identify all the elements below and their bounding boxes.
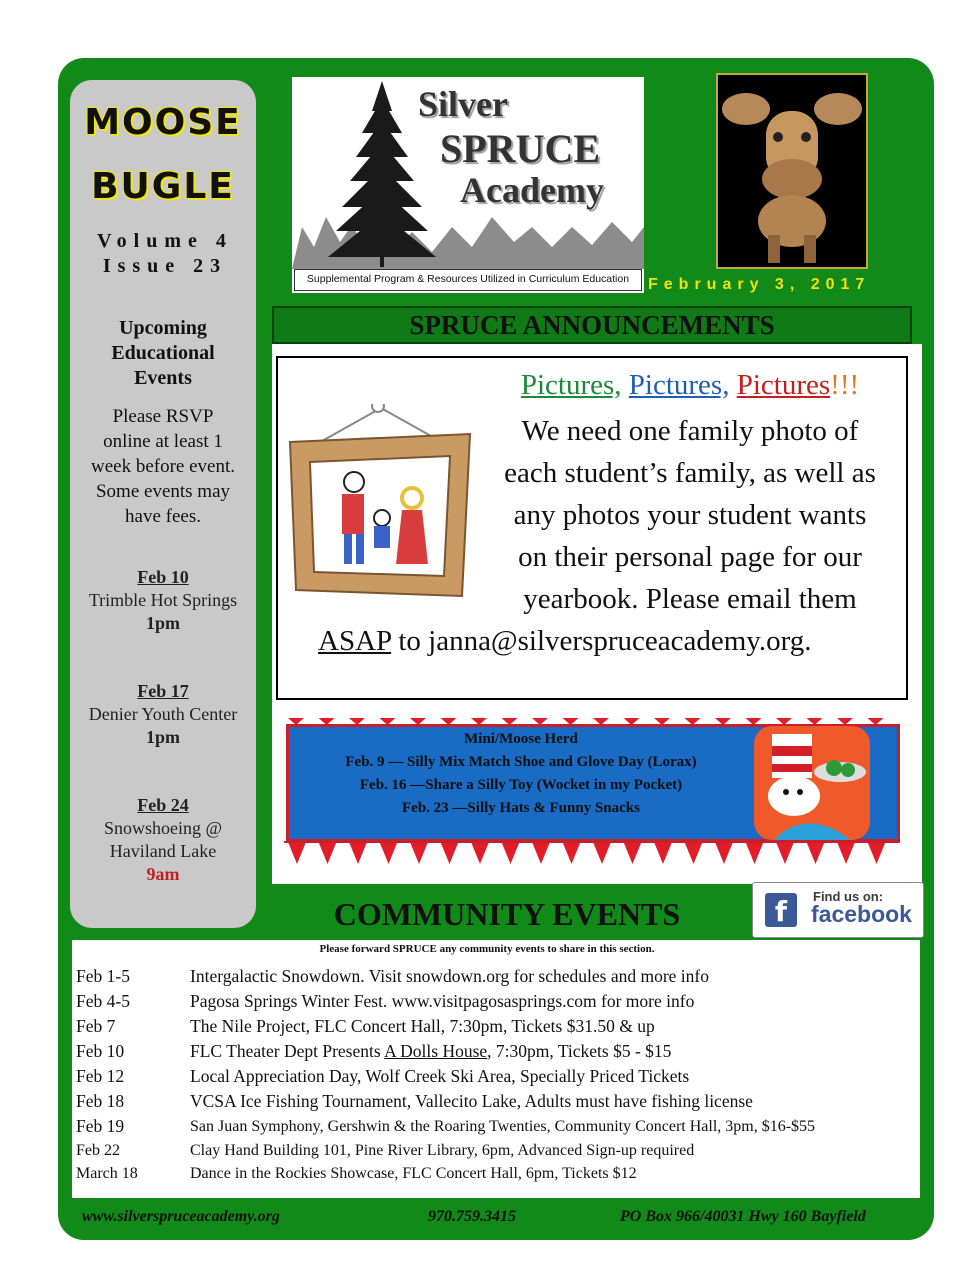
bunting-flag xyxy=(563,842,581,864)
bunting-flag xyxy=(746,842,764,864)
sidebar-event xyxy=(70,680,256,749)
moose-photo xyxy=(716,73,868,269)
bunting-flag xyxy=(685,842,703,864)
community-note: Please forward SPRUCE any community events to share in this section. xyxy=(319,943,655,955)
bunting-flag xyxy=(776,842,794,864)
facebook-badge[interactable] xyxy=(752,882,924,938)
bunting-flag xyxy=(349,842,367,864)
masthead-moose: MOOSE xyxy=(84,102,242,143)
event-time: 9am xyxy=(146,864,180,884)
logo-spruce: SPRUCE xyxy=(440,126,601,171)
facebook-find-text: Find us on: xyxy=(813,889,884,904)
event-place: Denier Youth Center xyxy=(88,704,238,724)
logo-silver: Silver xyxy=(418,84,508,124)
bunting-flag xyxy=(715,842,733,864)
footer-address: PO Box 966/40031 Hwy 160 Bayfield xyxy=(620,1208,866,1225)
silver-spruce-logo xyxy=(292,77,644,293)
event-time: 1pm xyxy=(145,727,180,747)
announcements-title: SPRUCE ANNOUNCEMENTS xyxy=(272,306,912,344)
event-place: Snowshoeing @ xyxy=(103,818,223,838)
logo-academy: Academy xyxy=(460,170,604,210)
event-place: Trimble Hot Springs xyxy=(88,590,238,610)
event-date: Feb 24 xyxy=(137,795,189,815)
family-picture-frame-icon xyxy=(286,404,476,600)
volume-label: Volume 4 xyxy=(97,230,233,252)
rsvp-note: Please RSVP online at least 1 week before event. Some events may have fees. xyxy=(90,406,235,527)
masthead-bugle: BUGLE xyxy=(91,166,235,207)
dolls-house-title: A Dolls House xyxy=(384,1041,488,1061)
issue-label: Issue 23 xyxy=(102,255,228,277)
announcement-email-line xyxy=(318,620,812,662)
asap-text: ASAP xyxy=(318,625,392,657)
bunting-flag xyxy=(532,842,550,864)
bunting-flag xyxy=(837,842,855,864)
mini-moose-title: Mini/Moose Herd xyxy=(464,731,578,747)
sidebar-event xyxy=(70,566,256,635)
bunting-flag xyxy=(471,842,489,864)
community-title: COMMUNITY EVENTS xyxy=(333,896,681,932)
cat-in-hat-icon xyxy=(754,726,870,840)
facebook-icon: f xyxy=(765,893,797,927)
issue-date: February 3, 2017 xyxy=(648,276,871,293)
moose-icon xyxy=(718,75,866,267)
logo-tagline: Supplemental Program & Resources Utilized in Curriculum Education xyxy=(294,269,642,291)
bunting-flag xyxy=(654,842,672,864)
bunting-flag xyxy=(868,842,886,864)
announcement-body: We need one family photo of each student’s family, as well as any photos your student wants on their personal page for our yearbook. Please email them xyxy=(504,415,876,615)
bunting-flag xyxy=(624,842,642,864)
bunting-flag xyxy=(288,842,306,864)
upcoming-events-heading: Upcoming Educational Events xyxy=(111,317,215,389)
mini-moose-text: Mini/Moose Herd Feb. 9 — Silly Mix Match Shoe and Glove Day (Lorax) Feb. 16 —Share a Silly Toy (Wocket in my Pocket) Feb. 23 —Silly Hats & Funny Snacks xyxy=(296,728,746,820)
bunting-flag xyxy=(593,842,611,864)
event-place: Haviland Lake xyxy=(109,841,217,861)
footer-website: www.silverspruceacademy.org xyxy=(82,1208,280,1225)
bunting-flag xyxy=(380,842,398,864)
bunting-flag xyxy=(502,842,520,864)
seuss-app-image xyxy=(754,726,870,840)
event-date: Feb 17 xyxy=(137,681,189,701)
bunting-flag xyxy=(410,842,428,864)
sidebar-event xyxy=(70,794,256,886)
event-date: Feb 10 xyxy=(137,567,189,587)
bunting-flag xyxy=(319,842,337,864)
pictures-heading: Pictures, Pictures, Pictures!!! xyxy=(520,369,860,401)
email-text: to janna@silverspruceacademy.org. xyxy=(391,625,812,657)
facebook-wordmark: facebook xyxy=(811,901,912,927)
footer-phone: 970.759.3415 xyxy=(428,1208,516,1225)
event-time: 1pm xyxy=(145,613,180,633)
bunting-flag xyxy=(807,842,825,864)
bunting-flag xyxy=(441,842,459,864)
